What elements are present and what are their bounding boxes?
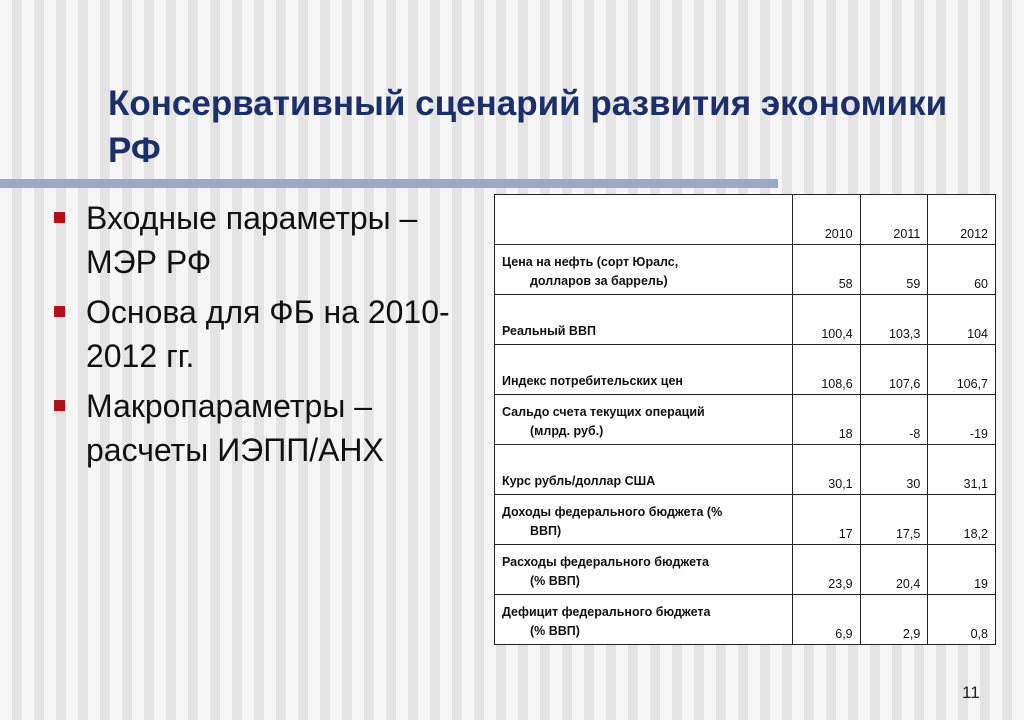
page-number: 11 xyxy=(962,683,980,702)
header-cell-empty xyxy=(495,195,793,245)
table-cell: 30 xyxy=(860,445,928,495)
table-row xyxy=(495,445,996,495)
row-label xyxy=(495,395,793,445)
table-cell: 108,6 xyxy=(792,345,860,395)
table-cell: 20,4 xyxy=(860,545,928,595)
bullet-item xyxy=(48,196,488,284)
table-row xyxy=(495,345,996,395)
table-cell: 23,9 xyxy=(792,545,860,595)
table-row xyxy=(495,295,996,345)
table-cell: 18,2 xyxy=(928,495,996,545)
table-cell: 104 xyxy=(928,295,996,345)
table-cell: 2,9 xyxy=(860,595,928,645)
row-label-line1: Расходы федерального бюджета xyxy=(502,555,709,569)
table-row xyxy=(495,395,996,445)
slide-title: Консервативный сценарий развития экономики РФ xyxy=(108,84,948,170)
row-label-line2: (% ВВП) xyxy=(530,624,580,638)
row-label xyxy=(495,295,793,345)
row-label xyxy=(495,245,793,295)
row-label-line1: Реальный ВВП xyxy=(502,324,596,338)
table-cell: 59 xyxy=(860,245,928,295)
table-cell: 31,1 xyxy=(928,445,996,495)
table-cell: -19 xyxy=(928,395,996,445)
table-cell: 58 xyxy=(792,245,860,295)
row-label-line2: долларов за баррель) xyxy=(530,274,668,288)
row-label-line2: (млрд. руб.) xyxy=(530,424,604,438)
row-label xyxy=(495,445,793,495)
table-cell: 17,5 xyxy=(860,495,928,545)
row-label-line2: (% ВВП) xyxy=(530,574,580,588)
row-label xyxy=(495,495,793,545)
bullet-text: Основа для ФБ на 2010-2012 гг. xyxy=(86,294,450,374)
header-cell-year: 2010 xyxy=(792,195,860,245)
bullet-list xyxy=(48,196,488,478)
table-row xyxy=(495,495,996,545)
title-divider xyxy=(0,179,778,188)
bullet-square-icon xyxy=(54,212,65,223)
table-cell: 103,3 xyxy=(860,295,928,345)
row-label xyxy=(495,595,793,645)
table-cell: 0,8 xyxy=(928,595,996,645)
bullet-square-icon xyxy=(54,306,65,317)
table-cell: 100,4 xyxy=(792,295,860,345)
table-cell: 18 xyxy=(792,395,860,445)
table-cell: 19 xyxy=(928,545,996,595)
row-label-line1: Цена на нефть (сорт Юралс, xyxy=(502,255,679,269)
row-label-line2: ВВП) xyxy=(530,524,562,538)
table-cell: 60 xyxy=(928,245,996,295)
header-cell-year: 2011 xyxy=(860,195,928,245)
table-cell: -8 xyxy=(860,395,928,445)
table-row xyxy=(495,545,996,595)
table-cell: 107,6 xyxy=(860,345,928,395)
bullet-item xyxy=(48,384,488,472)
row-label-line1: Курс рубль/доллар США xyxy=(502,474,656,488)
bullet-square-icon xyxy=(54,400,65,411)
table-row xyxy=(495,595,996,645)
row-label-line1: Дефицит федерального бюджета xyxy=(502,605,711,619)
table-cell: 106,7 xyxy=(928,345,996,395)
bullet-text: Входные параметры – МЭР РФ xyxy=(86,200,418,280)
row-label-line1: Доходы федерального бюджета (% xyxy=(502,505,723,519)
row-label-line1: Индекс потребительских цен xyxy=(502,374,683,388)
row-label xyxy=(495,545,793,595)
macro-parameters-table xyxy=(494,194,996,645)
bullet-item xyxy=(48,290,488,378)
row-label xyxy=(495,345,793,395)
header-cell-year: 2012 xyxy=(928,195,996,245)
row-label-line1: Сальдо счета текущих операций xyxy=(502,405,705,419)
table-cell: 30,1 xyxy=(792,445,860,495)
table-header-row xyxy=(495,195,996,245)
table-row xyxy=(495,245,996,295)
table-cell: 6,9 xyxy=(792,595,860,645)
table-cell: 17 xyxy=(792,495,860,545)
bullet-text: Макропараметры – расчеты ИЭПП/АНХ xyxy=(86,388,384,468)
